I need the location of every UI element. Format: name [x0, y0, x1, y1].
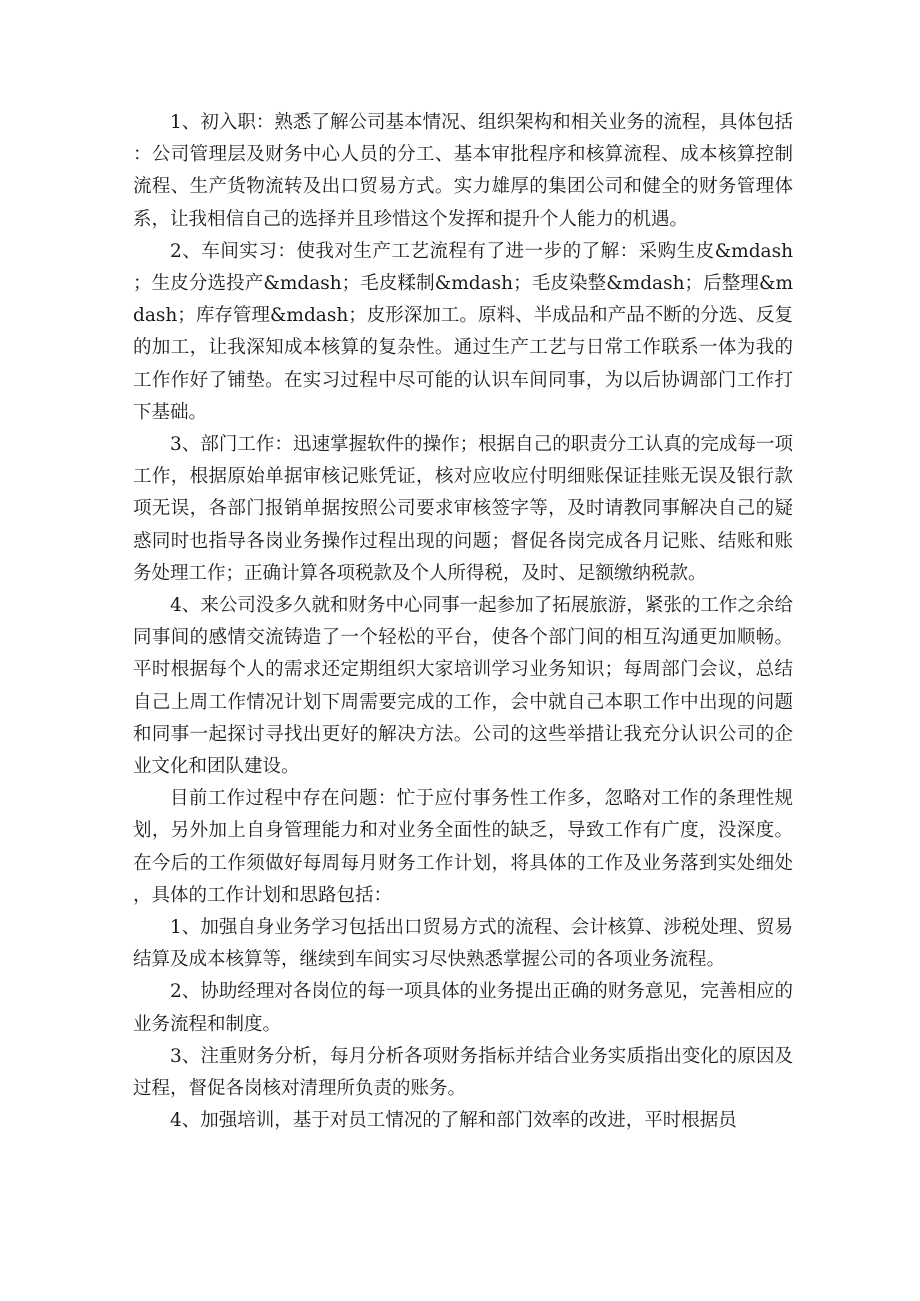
paragraph-workshop-internship: 2、车间实习：使我对生产工艺流程有了进一步的了解：采购生皮&mdash；生皮分选投产&mdash；毛皮糅制&mdash；毛皮染整&mdash；后整理&mdash；库存管理&mdash；皮形深加工。原料、半成品和产品不断的分选、反复的加工，让我深知成本核算的复杂性。通过生产工艺与日常工作联系一体为我的工作作好了铺垫。在实习过程中尽可能的认识车间同事，为以后协调部门工作打下基础。 — [133, 240, 793, 423]
paragraph-team-activities: 4、来公司没多久就和财务中心同事一起参加了拓展旅游，紧张的工作之余给同事间的感情交流铸造了一个轻松的平台，使各个部门间的相互沟通更加顺畅。平时根据每个人的需求还定期组织大家培训学习业务知识；每周部门会议，总结自己上周工作情况计划下周需要完成的工作，会中就自己本职工作中出现的问题和同事一起探讨寻找出更好的解决方法。公司的这些举措让我充分认识公司的企业文化和团队建设。 — [133, 595, 793, 778]
paragraph-plan-study: 1、加强自身业务学习包括出口贸易方式的流程、会计核算、涉税处理、贸易结算及成本核算等，继续到车间实习尽快熟悉掌握公司的各项业务流程。 — [133, 917, 793, 971]
paragraph-plan-assist-manager: 2、协助经理对各岗位的每一项具体的业务提出正确的财务意见，完善相应的业务流程和制度。 — [133, 981, 793, 1035]
document-body — [133, 107, 793, 1138]
paragraph-plan-financial-analysis: 3、注重财务分析，每月分析各项财务指标并结合业务实质指出变化的原因及过程，督促各岗核对清理所负责的账务。 — [133, 1045, 793, 1100]
paragraph-current-problems: 目前工作过程中存在问题：忙于应付事务性工作多，忽略对工作的条理性规划，另外加上自身管理能力和对业务全面性的缺乏，导致工作有广度，没深度。在今后的工作须做好每周每月财务工作计划，将具体的工作及业务落到实处细处，具体的工作计划和思路包括： — [133, 788, 793, 906]
paragraph-department-work: 3、部门工作：迅速掌握软件的操作；根据自己的职责分工认真的完成每一项工作，根据原始单据审核记账凭证，核对应收应付明细账保证挂账无误及银行款项无误，各部门报销单据按照公司要求审核签字等，及时请教同事解决自己的疑惑同时也指导各岗业务操作过程出现的问题；督促各岗完成各月记账、结账和账务处理工作；正确计算各项税款及个人所得税，及时、足额缴纳税款。 — [133, 434, 793, 584]
paragraph-onboarding: 1、初入职：熟悉了解公司基本情况、组织架构和相关业务的流程，具体包括：公司管理层及财务中心人员的分工、基本审批程序和核算流程、成本核算控制流程、生产货物流转及出口贸易方式。实力雄厚的集团公司和健全的财务管理体系，让我相信自己的选择并且珍惜这个发挥和提升个人能力的机遇。 — [133, 112, 793, 230]
paragraph-plan-training: 4、加强培训，基于对员工情况的了解和部门效率的改进，平时根据员 — [170, 1110, 737, 1132]
